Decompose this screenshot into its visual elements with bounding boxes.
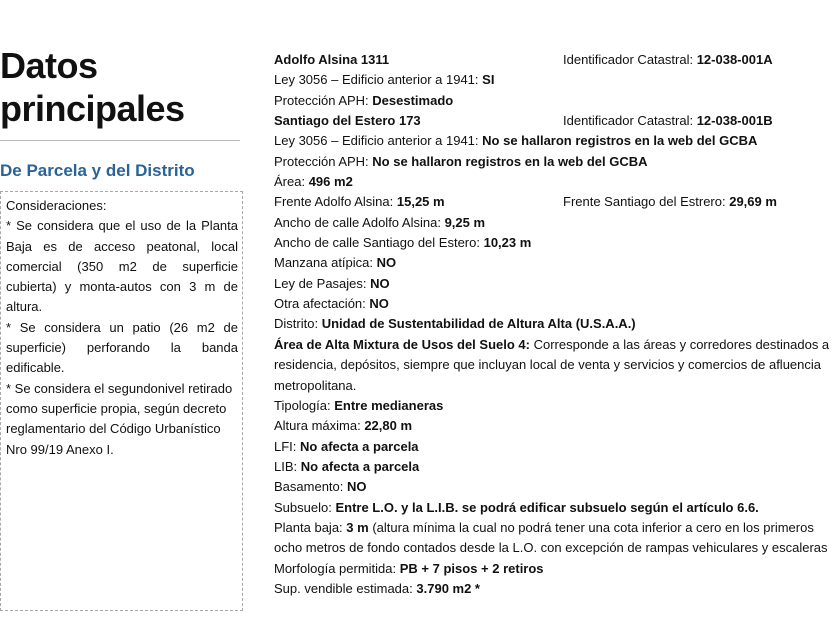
- planta-baja-line-1: Planta baja: 3 m (altura mínima la cual no podrá tener una cota inferior a cero en los primeros: [274, 519, 814, 535]
- considerations-heading: Consideraciones:: [6, 198, 107, 213]
- parcel-2-address: Santiago del Estero 173: [274, 113, 421, 129]
- lib-row: LIB: No afecta a parcela: [274, 458, 420, 474]
- lfi-row: LFI: No afecta a parcela: [274, 438, 419, 454]
- title-divider: [0, 140, 240, 141]
- ancho-santiago-row: Ancho de calle Santiago del Estero: 10,23 m: [274, 235, 532, 251]
- subsuelo-row: Subsuelo: Entre L.O. y la L.I.B. se podrá edificar subsuelo según el artículo 6.6.: [274, 499, 759, 515]
- altura-maxima-row: Altura máxima: 22,80 m: [274, 418, 413, 434]
- frente-row: [274, 192, 840, 212]
- consideration-item: * Se considera un patio (26 m2 de superficie) perforando la banda edificable.: [6, 319, 238, 376]
- basamento-row: Basamento: NO: [274, 479, 367, 495]
- frente-alsina: Frente Adolfo Alsina: 15,25 m: [274, 194, 445, 210]
- ancho-alsina-row: Ancho de calle Adolfo Alsina: 9,25 m: [274, 214, 486, 230]
- parcel-1-address-row: [274, 50, 840, 70]
- parcel-1-proteccion-aph: Protección APH: Desestimado: [274, 92, 454, 108]
- page-title: Datos principales: [0, 45, 185, 129]
- frente-santiago: Frente Santiago del Estrero: 29,69 m: [563, 194, 777, 210]
- parcel-2-address-row: [274, 111, 840, 131]
- area-mixtura-line-3: metropolitana.: [274, 377, 357, 393]
- area-row: Área: 496 m2: [274, 174, 353, 190]
- planta-baja-line-2: ocho metros de fondo contados desde la L.O. con excepción de rampas vehiculares y escaleras: [274, 540, 828, 556]
- area-mixtura-line-2: residencia, depósitos, siempre que incluyan local de venta y servicios y comercios de afluencia: [274, 357, 822, 373]
- ley-pasajes-row: Ley de Pasajes: NO: [274, 275, 390, 291]
- tipologia-row: Tipología: Entre medianeras: [274, 397, 444, 413]
- morfologia-row: Morfología permitida: PB + 7 pisos + 2 retiros: [274, 560, 544, 576]
- considerations-box: [0, 191, 243, 611]
- otra-afectacion-row: Otra afectación: NO: [274, 296, 389, 312]
- area-mixtura-line-1: Área de Alta Mixtura de Usos del Suelo 4: Corresponde a las áreas y corredores destinados a: [274, 336, 830, 352]
- distrito-row: Distrito: Unidad de Sustentabilidad de Altura Alta (U.S.A.A.): [274, 316, 636, 332]
- sup-vendible-row: Sup. vendible estimada: 3.790 m2 *: [274, 580, 480, 596]
- parcel-2-ley-3056: Ley 3056 – Edificio anterior a 1941: No se hallaron registros en la web del GCBA: [274, 133, 758, 149]
- consideration-item: * Se considera que el uso de la Planta Baja es de acceso peatonal, local comercial (350 m2 de superficie cubierta) y monta-autos con 3 m de altura.: [6, 218, 238, 315]
- parcel-2-proteccion-aph: Protección APH: No se hallaron registros en la web del GCBA: [274, 153, 648, 169]
- parcel-details: [274, 50, 840, 599]
- parcel-2-catastral: Identificador Catastral: 12-038-001B: [563, 113, 773, 129]
- parcel-1-address: Adolfo Alsina 1311: [274, 52, 390, 67]
- section-title: De Parcela y del Distrito: [0, 161, 195, 180]
- parcel-1-catastral: Identificador Catastral: 12-038-001A: [563, 52, 773, 67]
- consideration-item: * Se considera el segundonivel retirado como superficie propia, según decreto reglamentario del Código Urbanístico Nro 99/19 Anexo I.: [6, 380, 233, 457]
- parcel-1-ley-3056: Ley 3056 – Edificio anterior a 1941: SI: [274, 72, 495, 88]
- manzana-atipica-row: Manzana atípica: NO: [274, 255, 397, 271]
